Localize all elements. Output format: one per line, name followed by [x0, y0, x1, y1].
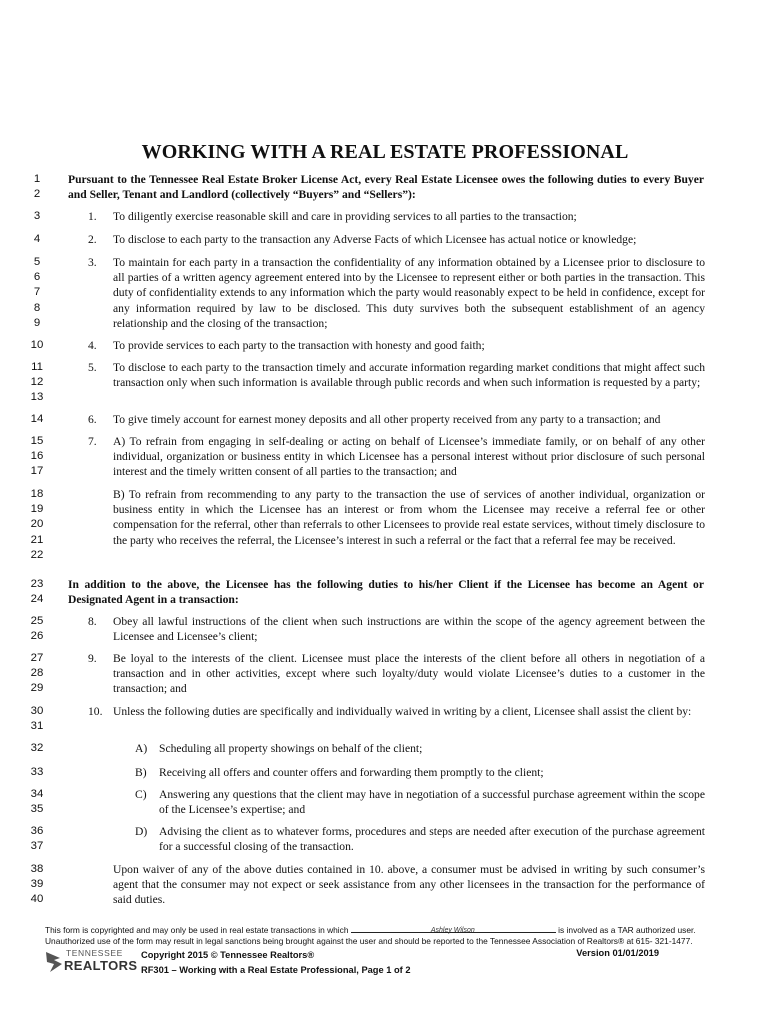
line-numbers: 4 [33, 233, 41, 245]
duty-text: A) To refrain from engaging in self-dealing or acting on behalf of Licensee’s immediate family, or on behalf of any other individual, organization or business entity in which Licensee has a personal interest without prior disclosure of such personal interest and the timely written consent of all parties to the transaction; and [113, 435, 705, 479]
line-numbers: 38 39 40 [30, 863, 44, 906]
duty-text: To disclose to each party to the transaction timely and accurate information regarding market conditions that might affect such transaction only when such information is available through public records and when such information is requested by a party; [113, 361, 705, 390]
duty-number: 10. [88, 705, 103, 718]
line-numbers: 18 19 20 21 22 [30, 488, 44, 561]
agent-intro-text: In addition to the above, the Licensee has the following duties to his/her Client if the Licensee has become an Agent or Designated Agent in a transaction: [68, 578, 704, 607]
duty-number: 2. [88, 233, 97, 246]
tennessee-realtors-logo [44, 946, 138, 976]
duty-text: To provide services to each party to the transaction with honesty and good faith; [113, 339, 485, 352]
duty-number: 3. [88, 256, 97, 269]
signature: Ashley Wilson [430, 927, 475, 934]
line-numbers: 27 28 29 [30, 652, 44, 695]
duty-text: Be loyal to the interests of the client. Licensee must place the interests of the client before all others in negotiation of a transaction and in other activities, except where such loyalty/duty would violate Licensee’s duties to a customer in the transaction; and [113, 652, 705, 696]
line-numbers: 34 35 [30, 788, 44, 816]
line-numbers: 11 12 13 [30, 361, 44, 404]
duty-number: 4. [88, 339, 97, 352]
duty-text: To give timely account for earnest money deposits and all other property received from any party to a transaction; and [113, 413, 661, 426]
copyright-line: Copyright 2015 © Tennessee Realtors® [141, 950, 315, 960]
line-numbers: 36 37 [30, 825, 44, 853]
line-numbers: 10 [30, 339, 44, 351]
document-title: WORKING WITH A REAL ESTATE PROFESSIONAL [141, 141, 629, 163]
duty-number: 6. [88, 413, 97, 426]
sub-duty-text: Receiving all offers and counter offers and forwarding them promptly to the client; [159, 766, 544, 779]
line-numbers: 33 [30, 766, 44, 778]
duty-number: 9. [88, 652, 97, 665]
realtors-logo-icon [44, 948, 64, 974]
sub-duty-label: D) [135, 825, 148, 838]
line-numbers: 15 16 17 [30, 435, 44, 478]
logo-bottom-text: REALTORS [64, 958, 138, 973]
sub-duty-label: A) [135, 742, 148, 755]
line-numbers: 14 [30, 413, 44, 425]
duty-number: 7. [88, 435, 97, 448]
form-id-line: RF301 – Working with a Real Estate Professional, Page 1 of 2 [141, 964, 411, 975]
line-numbers: 1 2 [33, 173, 41, 201]
duty-number: 8. [88, 615, 97, 628]
line-numbers: 3 [33, 210, 41, 222]
line-numbers: 25 26 [30, 615, 44, 643]
duty-text: To disclose to each party to the transaction any Adverse Facts of which Licensee has actual notice or knowledge; [113, 233, 637, 246]
copyright-notice [45, 924, 735, 946]
waiver-text: Upon waiver of any of the above duties contained in 10. above, a consumer must be advised in writing by such consumer’s agent that the consumer may not expect or seek assistance from any other licensees in the transaction for the performance of said duties. [113, 863, 705, 907]
duty-text: To maintain for each party in a transaction the confidentiality of any information obtained by a Licensee prior to disclosure to all parties of a written agency agreement entered into by the Licensee to represent either or both parties in the transaction. This duty of confidentiality extends to any information which the party would reasonably expect to be held in confidence, except for any information required by law to be disclosed. This duty survives both the subsequent establishment of an agency relationship and the closing of the transaction; [113, 256, 705, 330]
duty-number: 5. [88, 361, 97, 374]
notice-line-2: Unauthorized use of the form may result in legal sanctions being brought against the user and should be reported to the Tennessee Association of Realtors® at 615- 321-1477. [45, 935, 693, 946]
notice-line-1: This form is copyrighted and may only be used in real estate transactions in which Ashley Wilson is involved as a TAR authorized user. [45, 925, 696, 935]
footer-copyright [141, 948, 411, 977]
intro-text: Pursuant to the Tennessee Real Estate Broker License Act, every Real Estate Licensee owes the following duties to every Buyer and Seller, Tenant and Landlord (collectively “Buyers” and “Sellers”): [68, 173, 704, 202]
duty-text: B) To refrain from recommending to any party to the transaction the use of services of another individual, organization or business entity in which the Licensee has an interest or from whom the Licensee may receive a referral fee or other compensation for the referral, other than referrals to other Licensees to provide real estate services, without timely disclosure to the party who receives the referral, the Licensee’s interest in such a referral or the fact that a referral fee may be received. [113, 488, 705, 547]
line-numbers: 32 [30, 742, 44, 754]
sub-duty-text: Answering any questions that the client may have in negotiation of a successful purchase agreement within the scope of the Licensee’s expertise; and [159, 788, 705, 817]
duty-text: Obey all lawful instructions of the client when such instructions are within the scope of the agency agreement between the Licensee and Licensee’s client; [113, 615, 705, 644]
duty-text: Unless the following duties are specifically and individually waived in writing by a client, Licensee shall assist the client by: [113, 705, 692, 718]
line-numbers: 23 24 [30, 578, 44, 606]
sub-duty-text: Scheduling all property showings on behalf of the client; [159, 742, 423, 755]
line-numbers: 5 6 7 8 9 [33, 256, 41, 329]
logo-top-text: TENNESSEE [66, 948, 123, 958]
sub-duty-label: C) [135, 788, 147, 801]
duty-text: To diligently exercise reasonable skill and care in providing services to all parties to the transaction; [113, 210, 577, 223]
duty-number: 1. [88, 210, 97, 223]
sub-duty-text: Advising the client as to whatever forms, procedures and steps are needed after execution of the purchase agreement for a successful closing of the transaction. [159, 825, 705, 854]
sub-duty-label: B) [135, 766, 147, 779]
line-numbers: 30 31 [30, 705, 44, 733]
authorized-user-blank [351, 924, 556, 933]
form-version: Version 01/01/2019 [576, 948, 659, 958]
